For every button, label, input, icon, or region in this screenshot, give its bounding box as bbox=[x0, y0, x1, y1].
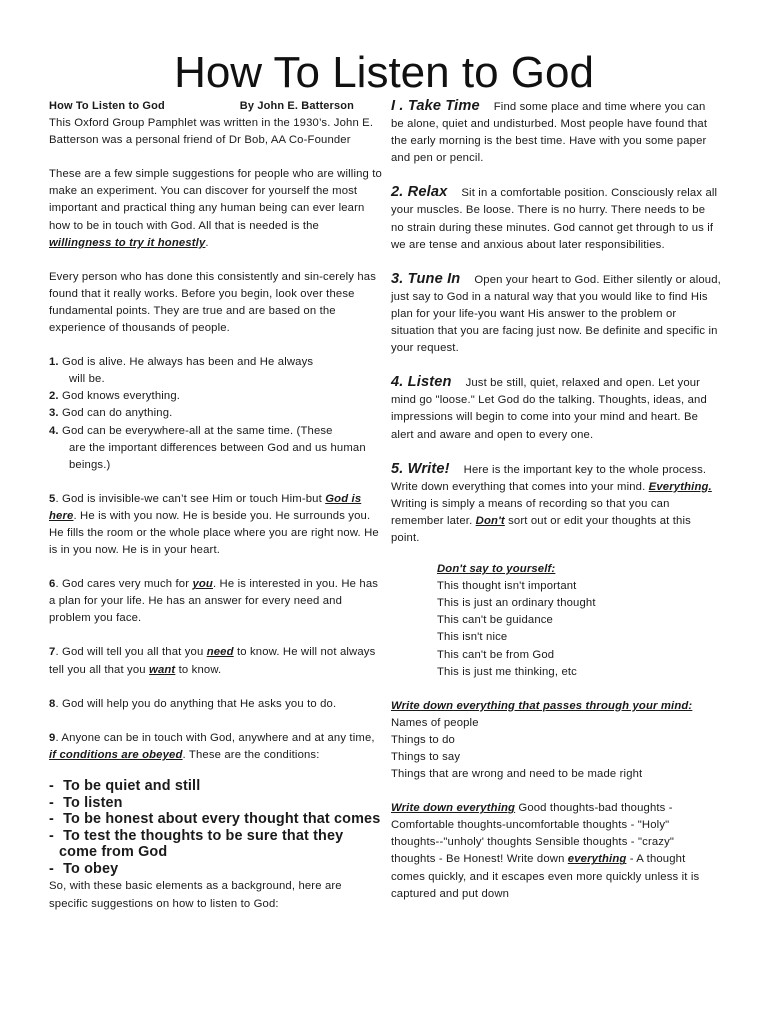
step-relax-heading: 2. Relax bbox=[391, 184, 448, 201]
right-column bbox=[391, 98, 721, 903]
intro-paragraph: This Oxford Group Pamphlet was written in the 1930’s. John E. Batterson was a personal friend of Dr Bob, AA Co-Founder bbox=[49, 117, 374, 147]
point-8: 8. God will help you do anything that He asks you to do. bbox=[49, 697, 337, 710]
byline-author: By John E. Batterson bbox=[239, 100, 354, 112]
dont-say-item: This is just an ordinary thought bbox=[437, 597, 596, 610]
write-down-list bbox=[391, 698, 721, 783]
byline-title: How To Listen to God bbox=[49, 100, 165, 112]
dont-say-item: This isn't nice bbox=[437, 631, 508, 644]
emphasis-dont: Don't bbox=[475, 514, 505, 527]
fundamental-points-list bbox=[49, 354, 382, 474]
dont-say-item: This is just me thinking, etc bbox=[437, 665, 577, 678]
emphasis-god-is-here: God is here bbox=[49, 492, 362, 522]
step-listen-heading: 4. Listen bbox=[391, 374, 452, 391]
point-1: 1. God is alive. He always has been and He always bbox=[49, 356, 314, 369]
conditions-list bbox=[49, 778, 382, 878]
dont-say-heading: Don't say to yourself: bbox=[437, 563, 556, 576]
write-down-item: Things to do bbox=[391, 733, 455, 746]
step-relax: 2. Relax Sit in a comfortable position. Consciously relax all your muscles. Be loose. There is no hurry. There needs to be no strain during these minutes. God cannot get through to us if we are tense and anxious about later responsibilities. bbox=[391, 184, 718, 251]
point-1-continuation: will be. bbox=[69, 373, 105, 386]
point-9: 9. Anyone can be in touch with God, anywhere and at any time, if conditions are obeyed. These are the conditions: bbox=[49, 731, 375, 761]
write-down-item: Things that are wrong and need to be made right bbox=[391, 768, 643, 781]
step-write: 5. Write! Here is the important key to the whole process. Write down everything that comes into your mind. Everything. Writing is simply a means of recording so that you can remember later. Don't sort out or edit your thoughts at this point. bbox=[391, 460, 712, 544]
condition-item: - To test the thoughts to be sure that they come from God bbox=[49, 827, 344, 861]
paragraph-suggestions: These are a few simple suggestions for people who are willing to make an experiment. You can discover for yourself the most important and practical thing any human being can ever learn how to be in touch with God. All that is needed is the willingness to try it honestly. bbox=[49, 168, 382, 249]
emphasis-everything-2: everything bbox=[567, 853, 627, 866]
point-4-continuation: are the important differences between God and us human bbox=[69, 441, 366, 454]
condition-item: - To be honest about every thought that comes bbox=[49, 811, 381, 828]
dont-say-item: This can't be guidance bbox=[437, 614, 553, 627]
write-everything-paragraph: Write down everything Good thoughts-bad thoughts - Comfortable thoughts-uncomfortable thoughts - "Holy" thoughts--"unholy' thoughts Sensible thoughts - "crazy" thoughts - Be Honest! Write down everything - A thought comes quickly, and it escapes even more quickly unless it is captured and put down bbox=[391, 802, 700, 900]
step-tune-in: 3. Tune In Open your heart to God. Either silently or aloud, just say to God in a natural way that you would like to find His plan for your life-you want His answer to the problem or situation that you are facing just now. Be definite and specific in your request. bbox=[391, 270, 721, 355]
left-column bbox=[49, 98, 382, 913]
write-down-heading: Write down everything that passes through your mind: bbox=[391, 699, 693, 712]
emphasis-want: want bbox=[149, 663, 176, 676]
write-down-item: Names of people bbox=[391, 716, 479, 729]
condition-item: - To listen bbox=[49, 794, 123, 811]
emphasis-everything: Everything. bbox=[648, 480, 712, 493]
step-take-time: I . Take Time Find some place and time where you can be alone, quiet and undisturbed. Most people have found that the early morning is the best time. Have with you some paper and pen or pencil. bbox=[391, 98, 708, 165]
point-4-continuation-2: beings.) bbox=[69, 458, 111, 471]
condition-item: - To obey bbox=[49, 860, 119, 877]
emphasis-willingness: willingness to try it honestly bbox=[49, 236, 206, 249]
step-tune-in-heading: 3. Tune In bbox=[391, 270, 461, 287]
dont-say-item: This thought isn't important bbox=[437, 580, 577, 593]
point-4: 4. God can be everywhere-all at the same time. (These bbox=[49, 424, 333, 437]
point-3: 3. God can do anything. bbox=[49, 407, 173, 420]
emphasis-need: need bbox=[206, 646, 234, 659]
emphasis-you: you bbox=[192, 578, 213, 591]
write-down-item: Things to say bbox=[391, 751, 461, 763]
step-write-heading: 5. Write! bbox=[391, 460, 450, 477]
point-6: 6. God cares very much for you. He is interested in you. He has a plan for your life. He has an answer for every need and problem you face. bbox=[49, 578, 379, 625]
point-2: 2. God knows everything. bbox=[49, 390, 181, 403]
closing-paragraph: So, with these basic elements as a background, here are specific suggestions on how to listen to God: bbox=[49, 880, 342, 910]
emphasis-conditions: if conditions are obeyed bbox=[49, 748, 183, 761]
step-take-time-heading: I . Take Time bbox=[391, 98, 480, 114]
paragraph-experience: Every person who has done this consistently and sin-cerely has found that it really works. Before you begin, look over these fundamental points. They are true and are based on the experience of thousands of people. bbox=[49, 270, 377, 335]
step-listen: 4. Listen Just be still, quiet, relaxed and open. Let your mind go "loose." Let God do the talking. Thoughts, ideas, and impressions will begin to come into your mind and heart. Be alert and aware and open to every one. bbox=[391, 374, 707, 441]
emphasis-write-down-everything: Write down everything bbox=[391, 802, 516, 815]
byline bbox=[49, 98, 354, 115]
condition-item: - To be quiet and still bbox=[49, 777, 201, 794]
document-title: How To Listen to God bbox=[174, 48, 594, 97]
dont-say-list bbox=[391, 561, 721, 681]
dont-say-item: This can't be from God bbox=[437, 648, 555, 661]
point-7: 7. God will tell you all that you need to know. He will not always tell you all that you want to know. bbox=[49, 646, 376, 676]
point-5: 5. God is invisible-we can’t see Him or touch Him-but God is here. He is with you now. He is beside you. He surrounds you. He fills the room or the whole place where you are right now. He is in you now. He is in your heart. bbox=[49, 492, 379, 557]
